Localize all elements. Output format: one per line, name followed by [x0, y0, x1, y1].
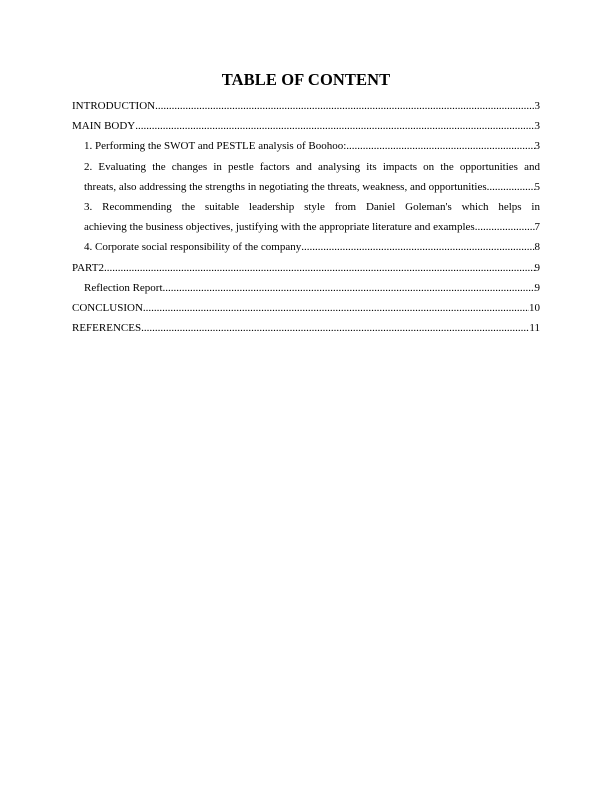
toc-page-number: 11: [529, 322, 540, 335]
toc-entry-label-line1: 3. Recommending the suitable leadership style from Daniel Goleman's which helps in: [84, 201, 540, 214]
toc-entry-conclusion[interactable]: [72, 298, 540, 318]
toc-entry-label: PART2: [72, 261, 104, 274]
toc-page-number: 9: [534, 261, 540, 274]
toc-entry-label-line1: 2. Evaluating the changes in pestle factors and analysing its impacts on the opportunities and: [84, 160, 540, 173]
toc-leader-dots: [163, 278, 535, 298]
toc-entry-label-line2: threats, also addressing the strengths in negotiating the threats, weakness, and opportunities.: [84, 180, 490, 193]
toc-entry-main-body[interactable]: [72, 116, 540, 136]
toc-leader-dots: [141, 318, 529, 338]
toc-entry-references[interactable]: [72, 318, 540, 338]
toc-leader-dots: [143, 298, 529, 318]
toc-leader-dots: [135, 116, 534, 136]
toc-entry-label: 1. Performing the SWOT and PESTLE analysis of Boohoo:: [84, 140, 347, 153]
toc-entry-label: 4. Corporate social responsibility of the company: [84, 241, 302, 254]
toc-entry-introduction[interactable]: [72, 96, 540, 116]
toc-page-number: 8: [534, 241, 540, 254]
toc-page-number: 3: [534, 120, 540, 133]
toc-entry-label: MAIN BODY: [72, 120, 136, 133]
toc-entry-part2[interactable]: [72, 258, 540, 278]
toc-entry-label: INTRODUCTION: [72, 100, 156, 112]
toc-entry-swot-pestle[interactable]: [72, 136, 540, 156]
toc-leader-dots: [489, 177, 534, 197]
table-of-contents: [72, 96, 540, 338]
toc-page-number: 9: [534, 281, 540, 294]
toc-leader-dots: [155, 96, 534, 116]
toc-entry-reflection-report[interactable]: [72, 278, 540, 298]
toc-page-number: 7: [534, 221, 540, 234]
toc-page-number: 3: [534, 100, 540, 112]
toc-leader-dots: [301, 237, 534, 257]
toc-entry-pestle-changes[interactable]: [72, 157, 540, 197]
toc-entry-leadership-style[interactable]: [72, 197, 540, 237]
toc-entry-label: REFERENCES: [72, 322, 142, 335]
toc-page-number: 5: [534, 180, 540, 193]
toc-leader-dots: [477, 217, 534, 237]
toc-page-number: 10: [529, 302, 540, 315]
toc-entry-csr[interactable]: [72, 237, 540, 257]
toc-page-number: 3: [534, 140, 540, 153]
toc-title: TABLE OF CONTENT: [221, 70, 391, 89]
toc-entry-label: CONCLUSION: [72, 302, 143, 315]
toc-leader-dots: [346, 136, 534, 156]
toc-entry-label: Reflection Report: [84, 281, 163, 294]
toc-leader-dots: [104, 258, 535, 278]
toc-entry-label-line2: achieving the business objectives, justifying with the appropriate literature and examples.: [84, 221, 478, 234]
